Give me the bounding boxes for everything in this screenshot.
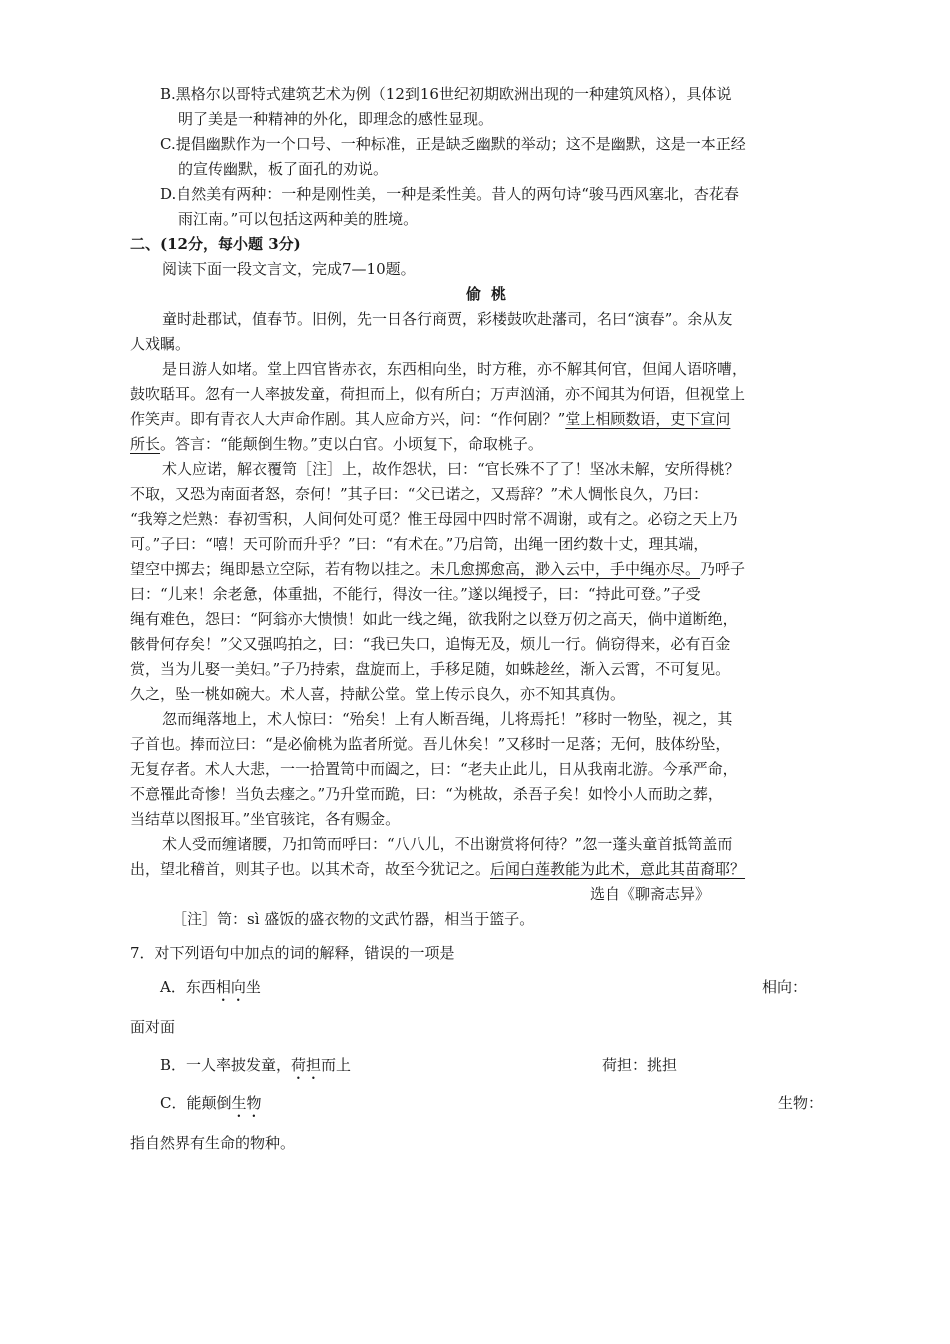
option-d-line1: D.自然美有两种：一种是刚性美，一种是柔性美。昔人的两句诗“骏马西风塞北，杏花春: [160, 185, 739, 203]
passage-p3-line1: 术人应诺，解衣覆笥［注］上，故作怨状，曰：“官长殊不了了！坚冰未解，安所得桃？: [162, 460, 740, 478]
passage-p3-line8: 骸骨何存矣！”父又强呜拍之，曰：“我已失口，追悔无及，烦儿一行。倘窃得来，必有百金: [130, 635, 731, 653]
passage-p3-line5: [130, 557, 745, 581]
option-c-gloss-cont: 指自然界有生命的物种。: [130, 1134, 296, 1152]
passage-title: 偷桃: [466, 285, 517, 303]
dotted-word: 生物: [231, 1094, 262, 1112]
question-7-option-a: [160, 975, 261, 1005]
option-c-line1: C.提倡幽默作为一个口号、一种标准，正是缺乏幽默的举动；这不是幽默，这是一本正经: [160, 135, 746, 153]
source-citation: 选自《聊斋志异》: [590, 885, 711, 903]
option-b-line2: 明了美是一种精神的外化，即理念的感性显现。: [178, 110, 494, 128]
passage-p4-line1: 忽而绳落地上，术人惊曰：“殆矣！上有人断吾绳，儿将焉托！”移时一物坠，视之，其: [162, 710, 733, 728]
passage-text: 望空中掷去；绳即悬立空际，若有物以挂之。: [130, 560, 431, 578]
passage-p3-line10: 久之，坠一桃如碗大。术人喜，持献公堂。堂上传示良久，亦不知其真伪。: [130, 685, 626, 703]
underlined-sentence: 堂上相顾数语，吏下宣问: [565, 410, 731, 428]
passage-text: 。答言：“能颠倒生物。”吏以白官。小顷复下，命取桃子。: [160, 435, 543, 453]
passage-p3-line4: 可。”子曰：“嘻！天可阶而升乎？”曰：“有术在。”乃启笥，出绳一团约数十丈，理其端，: [130, 535, 709, 553]
passage-p4-line5: 当结草以图报耳。”坐官骇诧，各有赐金。: [130, 810, 401, 828]
dotted-word: 相向: [215, 978, 246, 996]
passage-p2-line1: 是日游人如堵。堂上四官皆赤衣，东西相向坐，时方稚，亦不解其何官，但闻人语哜嘈，: [162, 360, 748, 378]
passage-p5-line2: [130, 857, 745, 881]
option-c-gloss: 生物：: [778, 1094, 824, 1112]
option-c-line2: 的宣传幽默，板了面孔的劝说。: [178, 160, 389, 178]
question-7-option-b: [160, 1053, 351, 1083]
section-heading: 二、(12分，每小题 3分): [130, 235, 301, 253]
passage-p1-line1: 童时赴郡试，值春节。旧例，先一日各行商贾，彩楼鼓吹赴藩司，名曰“演春”。余从友: [162, 310, 733, 328]
passage-text: 出，望北稽首，则其子也。以其术奇，故至今犹记之。: [130, 860, 491, 878]
option-a-gloss-cont: 面对面: [130, 1018, 176, 1036]
passage-p4-line2: 子首也。捧而泣曰：“是必偷桃为监者所觉。吾儿休矣！”又移时一足落；无何，肢体纷坠，: [130, 735, 731, 753]
passage-p2-line3: [130, 407, 730, 431]
passage-p3-line6: 曰：“儿来！余老惫，体重拙，不能行，得汝一往。”遂以绳授子，曰：“持此可登。”子受: [130, 585, 701, 603]
option-b-gloss: 荷担：挑担: [602, 1056, 678, 1074]
passage-p4-line3: 无复存者。术人大悲，一一拾置笥中而阖之，曰：“老夫止此儿，日从我南北游。今承严命，: [130, 760, 738, 778]
passage-p3-line7: 绳有难色，怨曰：“阿翁亦大愦愦！如此一线之绳，欲我附之以登万仞之高天，倘中道断绝，: [130, 610, 738, 628]
option-text: A．东西: [160, 978, 216, 996]
question-7-stem: 7．对下列语句中加点的词的解释，错误的一项是: [130, 944, 455, 962]
passage-p2-line4: [130, 432, 543, 456]
question-7-option-c: [160, 1091, 262, 1121]
footnote: ［注］笥：sì 盛饭的盛衣物的文武竹器，相当于篮子。: [172, 910, 535, 928]
underlined-sentence: 所长: [130, 435, 161, 453]
option-text: B．一人率披发童，: [160, 1056, 292, 1074]
passage-p4-line4: 不意罹此奇惨！当负去瘗之。”乃升堂而跪，曰：“为桃故，杀吾子矣！如怜小人而助之葬，: [130, 785, 723, 803]
passage-p1-line2: 人戏瞩。: [130, 335, 191, 353]
option-a-gloss: 相向：: [762, 978, 808, 996]
passage-p3-line2: 不取，又恐为南面者怒，奈何！”其子曰：“父已诺之，又焉辞？”术人惆怅良久，乃曰：: [130, 485, 709, 503]
option-d-line2: 雨江南。”可以包括这两种美的胜境。: [178, 210, 419, 228]
option-text: 坐: [245, 978, 261, 996]
passage-p3-line9: 赏，当为儿娶一美妇。”子乃持索，盘旋而上，手移足随，如蛛趁丝，渐入云霄，不可复见。: [130, 660, 731, 678]
passage-p5-line1: 术人受而缠诸腰，乃扣笥而呼曰：“八八儿，不出谢赏将何待？”忽一蓬头童首抵笥盖而: [162, 835, 733, 853]
underlined-sentence: 未几愈掷愈高，渺入云中，手中绳亦尽。: [430, 560, 701, 578]
dotted-word: 荷担: [291, 1056, 322, 1074]
underlined-sentence: 后闻白莲教能为此术，意此其苗裔耶？: [490, 860, 746, 878]
option-text: 而上: [321, 1056, 352, 1074]
passage-text: 作笑声。即有青衣人大声命作剧。其人应命方兴，问：“作何剧？”: [130, 410, 566, 428]
option-text: C．能颠倒: [160, 1094, 232, 1112]
option-b-line1: B.黑格尔以哥特式建筑艺术为例（12到16世纪初期欧洲出现的一种建筑风格），具体说: [160, 85, 732, 103]
section-instruction: 阅读下面一段文言文，完成7—10题。: [162, 260, 416, 278]
passage-p3-line3: “我筹之烂熟：春初雪积，人间何处可觅？惟王母园中四时常不凋谢，或有之。必窃之天上乃: [130, 510, 738, 528]
passage-p2-line2: 鼓吹聒耳。忽有一人率披发童，荷担而上，似有所白；万声汹涌，亦不闻其为何语，但视堂上: [130, 385, 746, 403]
passage-text: 乃呼子: [700, 560, 746, 578]
